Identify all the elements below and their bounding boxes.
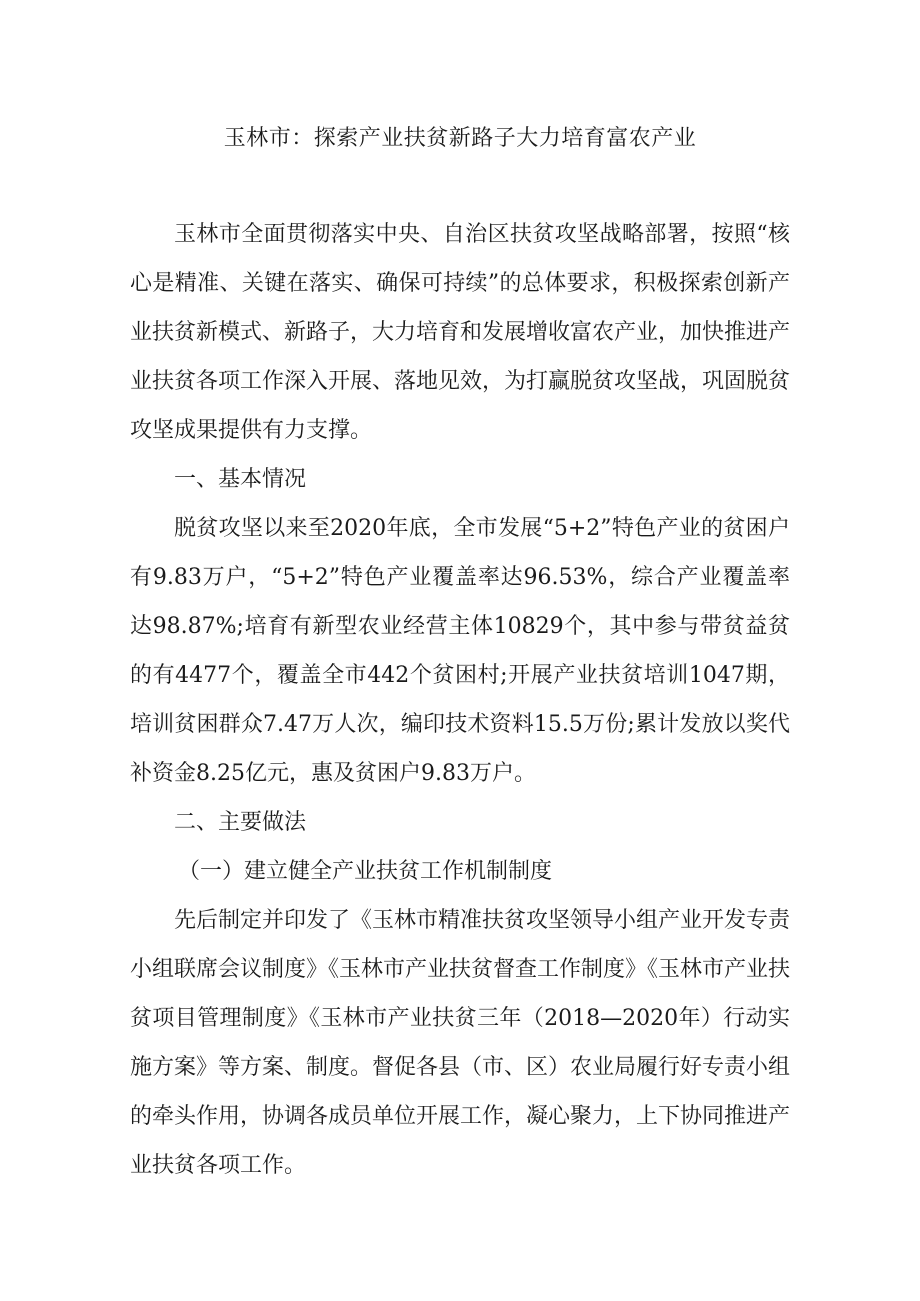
document-body [130,210,790,1190]
document-title: 玉林市：探索产业扶贫新路子大力培育富农产业 [223,126,697,151]
basic-situation-paragraph: 脱贫攻坚以来至2020年底，全市发展“5+2”特色产业的贫困户有9.83万户，“5+2”特色产业覆盖率达96.53%，综合产业覆盖率达98.87%;培育有新型农业经营主体10829个，其中参与带贫益贫的有4477个，覆盖全市442个贫困村;开展产业扶贫培训1047期，培训贫困群众7.47万人次，编印技术资料15.5万份;累计发放以奖代补资金8.25亿元，惠及贫困户9.83万户。 [130,516,790,786]
mechanism-paragraph: 先后制定并印发了《玉林市精准扶贫攻坚领导小组产业开发专责小组联席会议制度》《玉林市产业扶贫督查工作制度》《玉林市产业扶贫项目管理制度》《玉林市产业扶贫三年（2018—2020年）行动实施方案》等方案、制度。督促各县（市、区）农业局履行好专责小组的牵头作用，协调各成员单位开展工作，凝心聚力，上下协同推进产业扶贫各项工作。 [130,908,791,1178]
section-heading-basic-situation: 一、基本情况 [174,467,307,492]
subsection-heading-mechanism: （一）建立健全产业扶贫工作机制制度 [178,859,553,884]
intro-paragraph: 玉林市全面贯彻落实中央、自治区扶贫攻坚战略部署，按照“核心是精准、关键在落实、确保可持续”的总体要求，积极探索创新产业扶贫新模式、新路子，大力培育和发展增收富农产业，加快推进产业扶贫各项工作深入开展、落地见效，为打赢脱贫攻坚战，巩固脱贫攻坚成果提供有力支撑。 [130,222,791,443]
section-heading-main-practices: 二、主要做法 [174,810,307,835]
